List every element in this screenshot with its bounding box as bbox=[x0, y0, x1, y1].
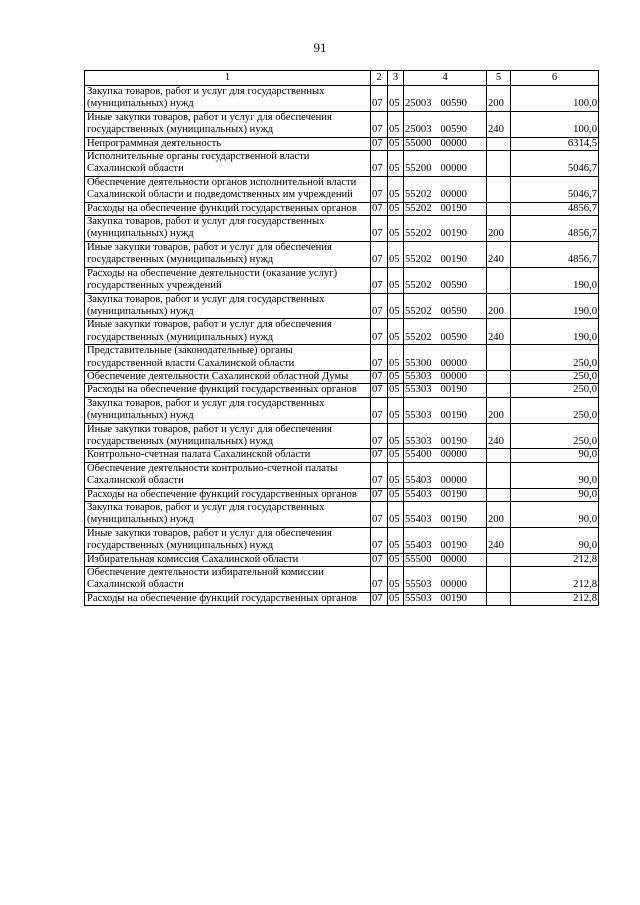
table-row bbox=[85, 384, 599, 397]
table-row bbox=[85, 176, 599, 202]
row-subsection: 05 bbox=[388, 488, 404, 501]
row-target-article-part2: 00190 bbox=[440, 435, 467, 447]
row-expense-type bbox=[487, 151, 511, 177]
row-amount: 212,8 bbox=[511, 553, 599, 566]
row-subsection: 05 bbox=[388, 111, 404, 137]
row-name: Расходы на обеспечение деятельности (оказание услуг) государственных учреждений bbox=[85, 267, 371, 293]
row-section: 07 bbox=[371, 370, 388, 383]
row-amount: 250,0 bbox=[511, 345, 599, 371]
row-expense-type: 240 bbox=[487, 111, 511, 137]
row-expense-type: 240 bbox=[487, 423, 511, 449]
row-subsection: 05 bbox=[388, 151, 404, 177]
row-subsection: 05 bbox=[388, 397, 404, 423]
row-name: Исполнительные органы государственной власти Сахалинской области bbox=[85, 151, 371, 177]
header-cell-6: 6 bbox=[511, 71, 599, 86]
row-target-article-part2: 00590 bbox=[440, 124, 467, 136]
row-expense-type: 200 bbox=[487, 397, 511, 423]
row-target-article bbox=[404, 592, 487, 605]
row-target-article-part2: 00000 bbox=[440, 370, 467, 382]
row-expense-type: 240 bbox=[487, 319, 511, 345]
row-amount: 250,0 bbox=[511, 397, 599, 423]
row-subsection: 05 bbox=[388, 502, 404, 528]
row-target-article-part1: 55200 bbox=[405, 163, 432, 175]
row-amount: 100,0 bbox=[511, 111, 599, 137]
row-amount: 90,0 bbox=[511, 449, 599, 462]
row-section: 07 bbox=[371, 502, 388, 528]
row-target-article-part2: 00190 bbox=[440, 540, 467, 552]
row-target-article-part1: 55303 bbox=[405, 370, 432, 382]
row-expense-type bbox=[487, 370, 511, 383]
row-target-article-part1: 55303 bbox=[405, 410, 432, 422]
row-target-article-part2: 00000 bbox=[440, 449, 467, 461]
row-target-article bbox=[404, 319, 487, 345]
row-amount: 6314,5 bbox=[511, 137, 599, 150]
table-row bbox=[85, 241, 599, 267]
row-amount: 212,8 bbox=[511, 592, 599, 605]
row-target-article-part1: 55202 bbox=[405, 189, 432, 201]
row-target-article-part1: 55400 bbox=[405, 449, 432, 461]
row-target-article-part1: 55202 bbox=[405, 305, 432, 317]
row-target-article bbox=[404, 488, 487, 501]
row-expense-type bbox=[487, 176, 511, 202]
row-target-article-part2: 00190 bbox=[440, 514, 467, 526]
row-section: 07 bbox=[371, 267, 388, 293]
row-name: Закупка товаров, работ и услуг для государственных (муниципальных) нужд bbox=[85, 293, 371, 319]
table-row bbox=[85, 137, 599, 150]
table-row bbox=[85, 397, 599, 423]
row-target-article bbox=[404, 151, 487, 177]
table-row bbox=[85, 462, 599, 488]
row-amount: 250,0 bbox=[511, 384, 599, 397]
row-expense-type bbox=[487, 567, 511, 593]
row-target-article-part1: 55303 bbox=[405, 435, 432, 447]
row-target-article bbox=[404, 423, 487, 449]
table-row bbox=[85, 370, 599, 383]
row-subsection: 05 bbox=[388, 293, 404, 319]
row-target-article-part2: 00590 bbox=[440, 98, 467, 110]
row-target-article-part1: 55503 bbox=[405, 579, 432, 591]
row-name: Расходы на обеспечение функций государственных органов bbox=[85, 488, 371, 501]
row-target-article-part1: 55303 bbox=[405, 384, 432, 396]
row-amount: 190,0 bbox=[511, 293, 599, 319]
row-target-article bbox=[404, 202, 487, 215]
row-target-article bbox=[404, 384, 487, 397]
row-subsection: 05 bbox=[388, 527, 404, 553]
row-target-article-part2: 00590 bbox=[440, 331, 467, 343]
row-name: Обеспечение деятельности Сахалинской областной Думы bbox=[85, 370, 371, 383]
row-section: 07 bbox=[371, 592, 388, 605]
row-section: 07 bbox=[371, 176, 388, 202]
table-row bbox=[85, 111, 599, 137]
row-target-article-part1: 55500 bbox=[405, 553, 432, 565]
table-row bbox=[85, 86, 599, 112]
row-section: 07 bbox=[371, 111, 388, 137]
row-expense-type bbox=[487, 384, 511, 397]
table-row bbox=[85, 567, 599, 593]
row-target-article-part1: 55202 bbox=[405, 331, 432, 343]
row-amount: 90,0 bbox=[511, 488, 599, 501]
row-target-article-part2: 00000 bbox=[440, 163, 467, 175]
table-row bbox=[85, 293, 599, 319]
row-target-article bbox=[404, 462, 487, 488]
row-target-article-part1: 55202 bbox=[405, 254, 432, 266]
row-target-article-part1: 55403 bbox=[405, 540, 432, 552]
row-subsection: 05 bbox=[388, 267, 404, 293]
row-amount: 5046,7 bbox=[511, 176, 599, 202]
row-section: 07 bbox=[371, 488, 388, 501]
row-target-article-part2: 00190 bbox=[440, 228, 467, 240]
row-name: Иные закупки товаров, работ и услуг для обеспечения государственных (муниципальных) нужд bbox=[85, 111, 371, 137]
row-target-article-part1: 55503 bbox=[405, 592, 432, 604]
row-amount: 250,0 bbox=[511, 423, 599, 449]
row-section: 07 bbox=[371, 319, 388, 345]
row-target-article bbox=[404, 111, 487, 137]
row-section: 07 bbox=[371, 449, 388, 462]
row-section: 07 bbox=[371, 151, 388, 177]
table-row bbox=[85, 592, 599, 605]
row-target-article-part1: 55000 bbox=[405, 137, 432, 149]
table-row bbox=[85, 151, 599, 177]
row-target-article-part2: 00000 bbox=[440, 553, 467, 565]
row-expense-type bbox=[487, 553, 511, 566]
row-expense-type bbox=[487, 202, 511, 215]
row-expense-type bbox=[487, 488, 511, 501]
row-expense-type: 240 bbox=[487, 527, 511, 553]
row-subsection: 05 bbox=[388, 319, 404, 345]
row-target-article-part2: 00190 bbox=[440, 410, 467, 422]
row-target-article-part2: 00000 bbox=[440, 189, 467, 201]
row-name: Обеспечение деятельности контрольно-счетной палаты Сахалинской области bbox=[85, 462, 371, 488]
row-section: 07 bbox=[371, 567, 388, 593]
table-row bbox=[85, 202, 599, 215]
row-name: Иные закупки товаров, работ и услуг для обеспечения государственных (муниципальных) нужд bbox=[85, 241, 371, 267]
header-cell-5: 5 bbox=[487, 71, 511, 86]
row-target-article-part2: 00190 bbox=[440, 488, 467, 500]
row-target-article-part1: 55403 bbox=[405, 488, 432, 500]
row-name: Иные закупки товаров, работ и услуг для обеспечения государственных (муниципальных) нужд bbox=[85, 319, 371, 345]
row-target-article-part2: 00590 bbox=[440, 305, 467, 317]
row-section: 07 bbox=[371, 462, 388, 488]
row-amount: 250,0 bbox=[511, 370, 599, 383]
row-target-article bbox=[404, 345, 487, 371]
table-row bbox=[85, 527, 599, 553]
row-expense-type: 240 bbox=[487, 241, 511, 267]
row-expense-type bbox=[487, 345, 511, 371]
row-amount: 4856,7 bbox=[511, 202, 599, 215]
row-expense-type bbox=[487, 449, 511, 462]
row-subsection: 05 bbox=[388, 423, 404, 449]
header-cell-1: 1 bbox=[85, 71, 371, 86]
row-subsection: 05 bbox=[388, 241, 404, 267]
row-expense-type bbox=[487, 137, 511, 150]
row-amount: 90,0 bbox=[511, 462, 599, 488]
row-name: Избирательная комиссия Сахалинской области bbox=[85, 553, 371, 566]
row-target-article bbox=[404, 241, 487, 267]
row-target-article-part1: 25003 bbox=[405, 124, 432, 136]
row-amount: 4856,7 bbox=[511, 241, 599, 267]
row-name: Представительные (законодательные) органы государственной власти Сахалинской области bbox=[85, 345, 371, 371]
row-subsection: 05 bbox=[388, 462, 404, 488]
row-name: Закупка товаров, работ и услуг для государственных (муниципальных) нужд bbox=[85, 502, 371, 528]
row-target-article-part2: 00000 bbox=[440, 579, 467, 591]
table-row bbox=[85, 319, 599, 345]
row-name: Иные закупки товаров, работ и услуг для обеспечения государственных (муниципальных) нужд bbox=[85, 527, 371, 553]
row-subsection: 05 bbox=[388, 567, 404, 593]
row-target-article bbox=[404, 216, 487, 242]
row-expense-type: 200 bbox=[487, 293, 511, 319]
row-amount: 100,0 bbox=[511, 86, 599, 112]
row-section: 07 bbox=[371, 423, 388, 449]
row-subsection: 05 bbox=[388, 553, 404, 566]
row-subsection: 05 bbox=[388, 202, 404, 215]
row-expense-type bbox=[487, 462, 511, 488]
row-name: Расходы на обеспечение функций государственных органов bbox=[85, 384, 371, 397]
row-target-article-part2: 00190 bbox=[440, 202, 467, 214]
row-target-article bbox=[404, 293, 487, 319]
row-amount: 5046,7 bbox=[511, 151, 599, 177]
row-subsection: 05 bbox=[388, 345, 404, 371]
row-target-article-part2: 00000 bbox=[440, 357, 467, 369]
table-row bbox=[85, 449, 599, 462]
row-target-article bbox=[404, 267, 487, 293]
row-target-article bbox=[404, 370, 487, 383]
table-row bbox=[85, 216, 599, 242]
row-expense-type: 200 bbox=[487, 502, 511, 528]
header-cell-2: 2 bbox=[371, 71, 388, 86]
row-section: 07 bbox=[371, 384, 388, 397]
row-name: Расходы на обеспечение функций государственных органов bbox=[85, 592, 371, 605]
row-target-article bbox=[404, 567, 487, 593]
row-amount: 190,0 bbox=[511, 267, 599, 293]
row-target-article-part2: 00000 bbox=[440, 475, 467, 487]
row-target-article-part2: 00190 bbox=[440, 254, 467, 266]
row-target-article-part2: 00590 bbox=[440, 280, 467, 292]
row-section: 07 bbox=[371, 216, 388, 242]
table-row bbox=[85, 502, 599, 528]
row-section: 07 bbox=[371, 137, 388, 150]
row-section: 07 bbox=[371, 397, 388, 423]
row-section: 07 bbox=[371, 345, 388, 371]
row-expense-type bbox=[487, 592, 511, 605]
row-subsection: 05 bbox=[388, 384, 404, 397]
row-name: Расходы на обеспечение функций государственных органов bbox=[85, 202, 371, 215]
row-subsection: 05 bbox=[388, 86, 404, 112]
row-name: Закупка товаров, работ и услуг для государственных (муниципальных) нужд bbox=[85, 86, 371, 112]
row-name: Иные закупки товаров, работ и услуг для обеспечения государственных (муниципальных) нужд bbox=[85, 423, 371, 449]
table-row bbox=[85, 423, 599, 449]
row-subsection: 05 bbox=[388, 592, 404, 605]
row-subsection: 05 bbox=[388, 176, 404, 202]
row-section: 07 bbox=[371, 293, 388, 319]
row-subsection: 05 bbox=[388, 449, 404, 462]
row-subsection: 05 bbox=[388, 216, 404, 242]
row-target-article-part2: 00000 bbox=[440, 137, 467, 149]
row-expense-type: 200 bbox=[487, 216, 511, 242]
table-row bbox=[85, 553, 599, 566]
row-target-article-part1: 55202 bbox=[405, 280, 432, 292]
table-row bbox=[85, 267, 599, 293]
row-target-article bbox=[404, 397, 487, 423]
row-name: Обеспечение деятельности избирательной комиссии Сахалинской области bbox=[85, 567, 371, 593]
row-amount: 212,8 bbox=[511, 567, 599, 593]
row-target-article-part1: 55202 bbox=[405, 228, 432, 240]
row-expense-type bbox=[487, 267, 511, 293]
row-target-article-part2: 00190 bbox=[440, 384, 467, 396]
row-section: 07 bbox=[371, 527, 388, 553]
row-target-article bbox=[404, 553, 487, 566]
row-amount: 4856,7 bbox=[511, 216, 599, 242]
header-cell-4: 4 bbox=[404, 71, 487, 86]
row-subsection: 05 bbox=[388, 137, 404, 150]
row-section: 07 bbox=[371, 553, 388, 566]
row-amount: 90,0 bbox=[511, 527, 599, 553]
row-amount: 90,0 bbox=[511, 502, 599, 528]
row-expense-type: 200 bbox=[487, 86, 511, 112]
row-target-article-part2: 00190 bbox=[440, 592, 467, 604]
row-target-article bbox=[404, 527, 487, 553]
budget-table bbox=[84, 70, 599, 606]
page-number: 91 bbox=[313, 40, 327, 55]
table-row bbox=[85, 345, 599, 371]
row-target-article bbox=[404, 449, 487, 462]
row-name: Закупка товаров, работ и услуг для государственных (муниципальных) нужд bbox=[85, 216, 371, 242]
row-section: 07 bbox=[371, 202, 388, 215]
row-target-article-part1: 55202 bbox=[405, 202, 432, 214]
row-name: Непрограммная деятельность bbox=[85, 137, 371, 150]
row-section: 07 bbox=[371, 86, 388, 112]
table-header-row bbox=[85, 71, 599, 86]
row-target-article bbox=[404, 502, 487, 528]
row-name: Закупка товаров, работ и услуг для государственных (муниципальных) нужд bbox=[85, 397, 371, 423]
row-target-article bbox=[404, 137, 487, 150]
row-name: Контрольно-счетная палата Сахалинской области bbox=[85, 449, 371, 462]
row-target-article bbox=[404, 86, 487, 112]
row-target-article-part1: 55300 bbox=[405, 357, 432, 369]
header-cell-3: 3 bbox=[388, 71, 404, 86]
row-name: Обеспечение деятельности органов исполнительной власти Сахалинской области и подведомственных им учреждений bbox=[85, 176, 371, 202]
row-amount: 190,0 bbox=[511, 319, 599, 345]
row-subsection: 05 bbox=[388, 370, 404, 383]
row-target-article-part1: 55403 bbox=[405, 514, 432, 526]
row-target-article bbox=[404, 176, 487, 202]
row-target-article-part1: 25003 bbox=[405, 98, 432, 110]
table-row bbox=[85, 488, 599, 501]
row-target-article-part1: 55403 bbox=[405, 475, 432, 487]
row-section: 07 bbox=[371, 241, 388, 267]
